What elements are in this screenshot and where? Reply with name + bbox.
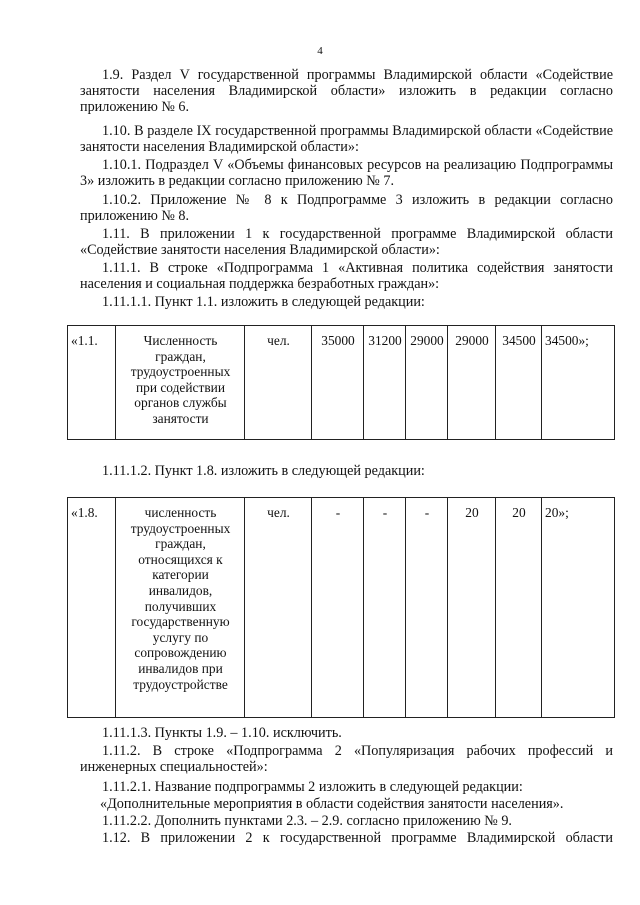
table-row bbox=[68, 326, 615, 440]
indicator-value: 34500»; bbox=[542, 326, 615, 440]
paragraph-1-11: 1.11. В приложении 1 к государственной программе Владимирской области «Содействие занятости населения Владимирской области»: bbox=[80, 226, 613, 258]
paragraph-1-11-1-3: 1.11.1.3. Пункты 1.9. – 1.10. исключить. bbox=[102, 725, 342, 741]
paragraph-1-11-2-1: 1.11.2.1. Название подпрограммы 2 изложить в следующей редакции: bbox=[102, 779, 523, 795]
indicator-value: 31200 bbox=[364, 326, 406, 440]
indicator-number: «1.8. bbox=[68, 498, 116, 718]
indicator-value: 34500 bbox=[496, 326, 542, 440]
indicator-table-1-1 bbox=[67, 325, 615, 440]
indicator-value: 20 bbox=[448, 498, 496, 718]
paragraph-1-11-1-2: 1.11.1.2. Пункт 1.8. изложить в следующей редакции: bbox=[102, 463, 425, 479]
subprogram-new-title: «Дополнительные мероприятия в области содействия занятости населения». bbox=[100, 796, 564, 812]
paragraph-1-9: 1.9. Раздел V государственной программы Владимирской области «Содействие занятости населения Владимирской области» изложить в редакции согласно приложению № 6. bbox=[80, 67, 613, 115]
indicator-value: - bbox=[364, 498, 406, 718]
paragraph-1-10-2: 1.10.2. Приложение № 8 к Подпрограмме 3 изложить в редакции согласно приложению № 8. bbox=[80, 192, 613, 224]
paragraph-1-11-2-2: 1.11.2.2. Дополнить пунктами 2.3. – 2.9. согласно приложению № 9. bbox=[102, 813, 512, 829]
indicator-value: 35000 bbox=[312, 326, 364, 440]
paragraph-1-10-1: 1.10.1. Подраздел V «Объемы финансовых ресурсов на реализацию Подпрограммы 3» изложить в редакции согласно приложению № 7. bbox=[80, 157, 613, 189]
indicator-value: 29000 bbox=[406, 326, 448, 440]
indicator-name: численность трудоустроенных граждан, относящихся к категории инвалидов, получивших государственную услугу по сопровождению инвалидов при трудоустройстве bbox=[116, 498, 245, 718]
indicator-unit: чел. bbox=[245, 326, 312, 440]
indicator-number: «1.1. bbox=[68, 326, 116, 440]
indicator-value: 20 bbox=[496, 498, 542, 718]
indicator-value: - bbox=[406, 498, 448, 718]
indicator-name: Численность граждан, трудоустроенных при содействии органов службы занятости bbox=[116, 326, 245, 440]
paragraph-1-11-1: 1.11.1. В строке «Подпрограмма 1 «Активная политика содействия занятости населения и социальная поддержка безработных граждан»: bbox=[80, 260, 613, 292]
indicator-value: 20»; bbox=[542, 498, 615, 718]
paragraph-1-11-2: 1.11.2. В строке «Подпрограмма 2 «Популяризация рабочих профессий и инженерных специальностей»: bbox=[80, 743, 613, 775]
paragraph-1-12: 1.12. В приложении 2 к государственной программе Владимирской области bbox=[102, 830, 613, 846]
page-number: 4 bbox=[317, 45, 323, 57]
indicator-table-1-8 bbox=[67, 497, 615, 718]
indicator-value: - bbox=[312, 498, 364, 718]
paragraph-1-11-1-1: 1.11.1.1. Пункт 1.1. изложить в следующей редакции: bbox=[102, 294, 425, 310]
indicator-unit: чел. bbox=[245, 498, 312, 718]
indicator-value: 29000 bbox=[448, 326, 496, 440]
paragraph-1-10: 1.10. В разделе IX государственной программы Владимирской области «Содействие занятости населения Владимирской области»: bbox=[80, 123, 613, 155]
table-row bbox=[68, 498, 615, 718]
